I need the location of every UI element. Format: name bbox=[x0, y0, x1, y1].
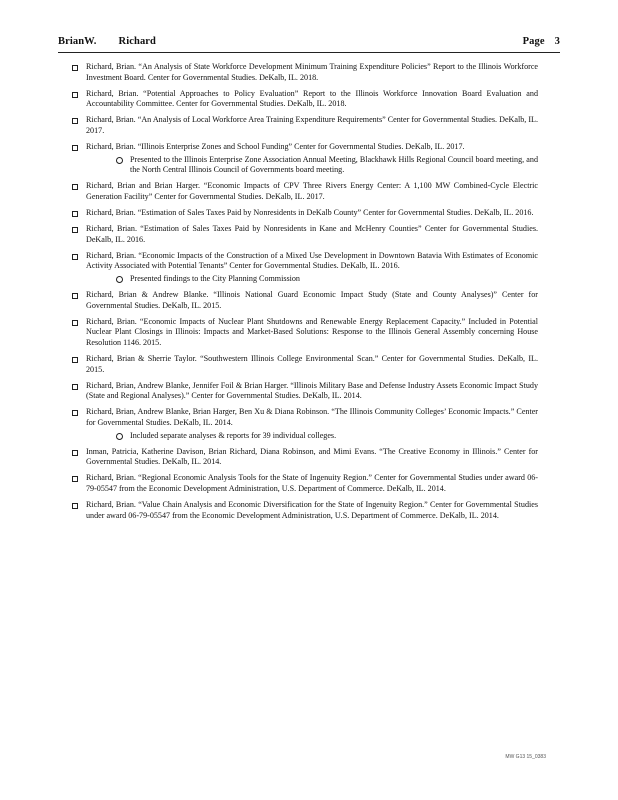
sub-list-item bbox=[116, 431, 538, 442]
square-bullet-icon bbox=[72, 65, 78, 71]
citation-text: Richard, Brian. “Illinois Enterprise Zones and School Funding” Center for Governmental Studies. DeKalb, IL. 2017. bbox=[86, 142, 465, 152]
sub-citation-text: Presented to the Illinois Enterprise Zone Association Annual Meeting, Blackhawk Hills Regional Council board meeting, and the North Central Illinois Council of Governments board meeting. bbox=[130, 154, 538, 175]
square-bullet-icon bbox=[72, 254, 78, 260]
citation-text: Inman, Patricia, Katherine Davison, Brian Richard, Diana Robinson, and Mimi Evans. “The Creative Economy in Illinois.” Center for Governmental Studies. DeKalb, IL. 2014. bbox=[86, 446, 538, 467]
square-bullet-icon bbox=[72, 293, 78, 299]
citation-text: Richard, Brian. “Regional Economic Analysis Tools for the State of Ingenuity Region.” Center for Governmental Studies under award 06-79-05547 from the Economic Development Administration, U.S. Department of Commerce. DeKalb, IL. 2014. bbox=[86, 473, 538, 493]
footer-code: MW G13 15_0383 bbox=[505, 754, 546, 760]
citation-text: Richard, Brian. “An Analysis of State Workforce Development Minimum Training Expenditure Policies” Report to the Illinois Workforce Investment Board. Center for Governmental Studies. DeKalb, IL. 2018. bbox=[86, 62, 538, 82]
sub-list-item bbox=[116, 155, 538, 176]
square-bullet-icon bbox=[72, 184, 78, 190]
list-item bbox=[72, 354, 538, 375]
publication-list bbox=[72, 62, 538, 527]
list-item bbox=[72, 381, 538, 402]
citation-text: Richard, Brian. “Potential Approaches to Policy Evaluation” Report to the Illinois Workforce Innovation Board Evaluation and Accountability Committee. Center for Governmental Studies. DeKalb, IL. 2018. bbox=[86, 88, 538, 109]
list-item bbox=[72, 142, 538, 176]
citation-text: Richard, Brian. “Value Chain Analysis and Economic Diversification for the State of Ingenuity Region.” Center for Governmental Studies under award 06-79-05547 from the Economic Development Administration, U.S. Department of Commerce. DeKalb, IL. 2014. bbox=[86, 500, 538, 520]
page-label: Page bbox=[522, 36, 545, 47]
list-item bbox=[72, 500, 538, 521]
circle-bullet-icon bbox=[116, 433, 123, 440]
list-item bbox=[72, 407, 538, 441]
list-item bbox=[72, 290, 538, 311]
citation-text: Richard, Brian. “Estimation of Sales Taxes Paid by Nonresidents in Kane and McHenry Counties” Center for Governmental Studies. DeKalb, IL. 2016. bbox=[86, 224, 538, 244]
author-first-name: Richard bbox=[118, 36, 156, 47]
square-bullet-icon bbox=[72, 118, 78, 124]
list-item bbox=[72, 251, 538, 285]
citation-text: Richard, Brian, Andrew Blanke, Jennifer Foil & Brian Harger. “Illinois Military Base and Defense Industry Assets Economic Impact Study (State and Regional Analyses).” Center for Governmental Studies. DeKalb, IL. 2014. bbox=[86, 380, 538, 401]
circle-bullet-icon bbox=[116, 157, 123, 164]
citation-text: Richard, Brian. “An Analysis of Local Workforce Area Training Expenditure Requirements” Center for Governmental Studies. DeKalb, IL. 2017. bbox=[86, 115, 538, 135]
list-item bbox=[72, 224, 538, 245]
square-bullet-icon bbox=[72, 357, 78, 363]
list-item bbox=[72, 62, 538, 83]
list-item bbox=[72, 317, 538, 349]
list-item bbox=[72, 473, 538, 494]
page-indicator bbox=[523, 36, 560, 47]
list-item bbox=[72, 447, 538, 468]
square-bullet-icon bbox=[72, 410, 78, 416]
citation-text: Richard, Brian. “Estimation of Sales Taxes Paid by Nonresidents in DeKalb County” Center for Governmental Studies. DeKalb, IL. 2016. bbox=[86, 208, 534, 218]
citation-text: Richard, Brian. “Economic Impacts of Nuclear Plant Shutdowns and Renewable Energy Replacement Capacity.” Included in Potential Nuclear Plant Closings in Illinois: Impacts and Market-Based Solutions: Response to the Illinois General Assembly concerning House Resolution 1146. 2015. bbox=[86, 316, 538, 347]
sub-citation-text: Presented findings to the City Planning Commission bbox=[130, 274, 300, 283]
citation-text: Richard, Brian & Andrew Blanke. “Illinois National Guard Economic Impact Study (State and County Analyses)” Center for Governmental Studies. DeKalb, IL. 2015. bbox=[86, 290, 538, 310]
square-bullet-icon bbox=[72, 503, 78, 509]
square-bullet-icon bbox=[72, 92, 78, 98]
circle-bullet-icon bbox=[116, 276, 123, 283]
list-item bbox=[72, 181, 538, 202]
page-number: 3 bbox=[554, 36, 560, 47]
square-bullet-icon bbox=[72, 145, 78, 151]
square-bullet-icon bbox=[72, 211, 78, 217]
citation-text: Richard, Brian and Brian Harger. “Economic Impacts of CPV Three Rivers Energy Center: A 1,100 MW Combined-Cycle Electric Generation Facility” Center for Governmental Studies. DeKalb, IL. 2017. bbox=[86, 181, 538, 201]
author-name bbox=[58, 36, 156, 47]
citation-text: Richard, Brian, Andrew Blanke, Brian Harger, Ben Xu & Diana Robinson. “The Illinois Community Colleges’ Economic Impacts.” Center for Governmental Studies. DeKalb, IL. 2014. bbox=[86, 407, 538, 428]
sub-citation-text: Included separate analyses & reports for 39 individual colleges. bbox=[130, 430, 337, 440]
list-item bbox=[72, 208, 538, 219]
square-bullet-icon bbox=[72, 450, 78, 456]
square-bullet-icon bbox=[72, 476, 78, 482]
page-header bbox=[58, 36, 560, 53]
list-item bbox=[72, 115, 538, 136]
square-bullet-icon bbox=[72, 384, 78, 390]
author-last-name: BrianW. bbox=[58, 36, 97, 47]
sub-list-item bbox=[116, 274, 538, 285]
citation-text: Richard, Brian & Sherrie Taylor. “Southwestern Illinois College Environmental Scan.” Center for Governmental Studies. DeKalb, IL. 2015. bbox=[86, 354, 538, 374]
square-bullet-icon bbox=[72, 227, 78, 233]
square-bullet-icon bbox=[72, 320, 78, 326]
citation-text: Richard, Brian. “Economic Impacts of the Construction of a Mixed Use Development in Downtown Batavia With Estimates of Economic Activity Associated with Potential Tenants” Center for Governmental Studies. DeKalb, IL. 2016. bbox=[86, 250, 538, 271]
list-item bbox=[72, 89, 538, 110]
